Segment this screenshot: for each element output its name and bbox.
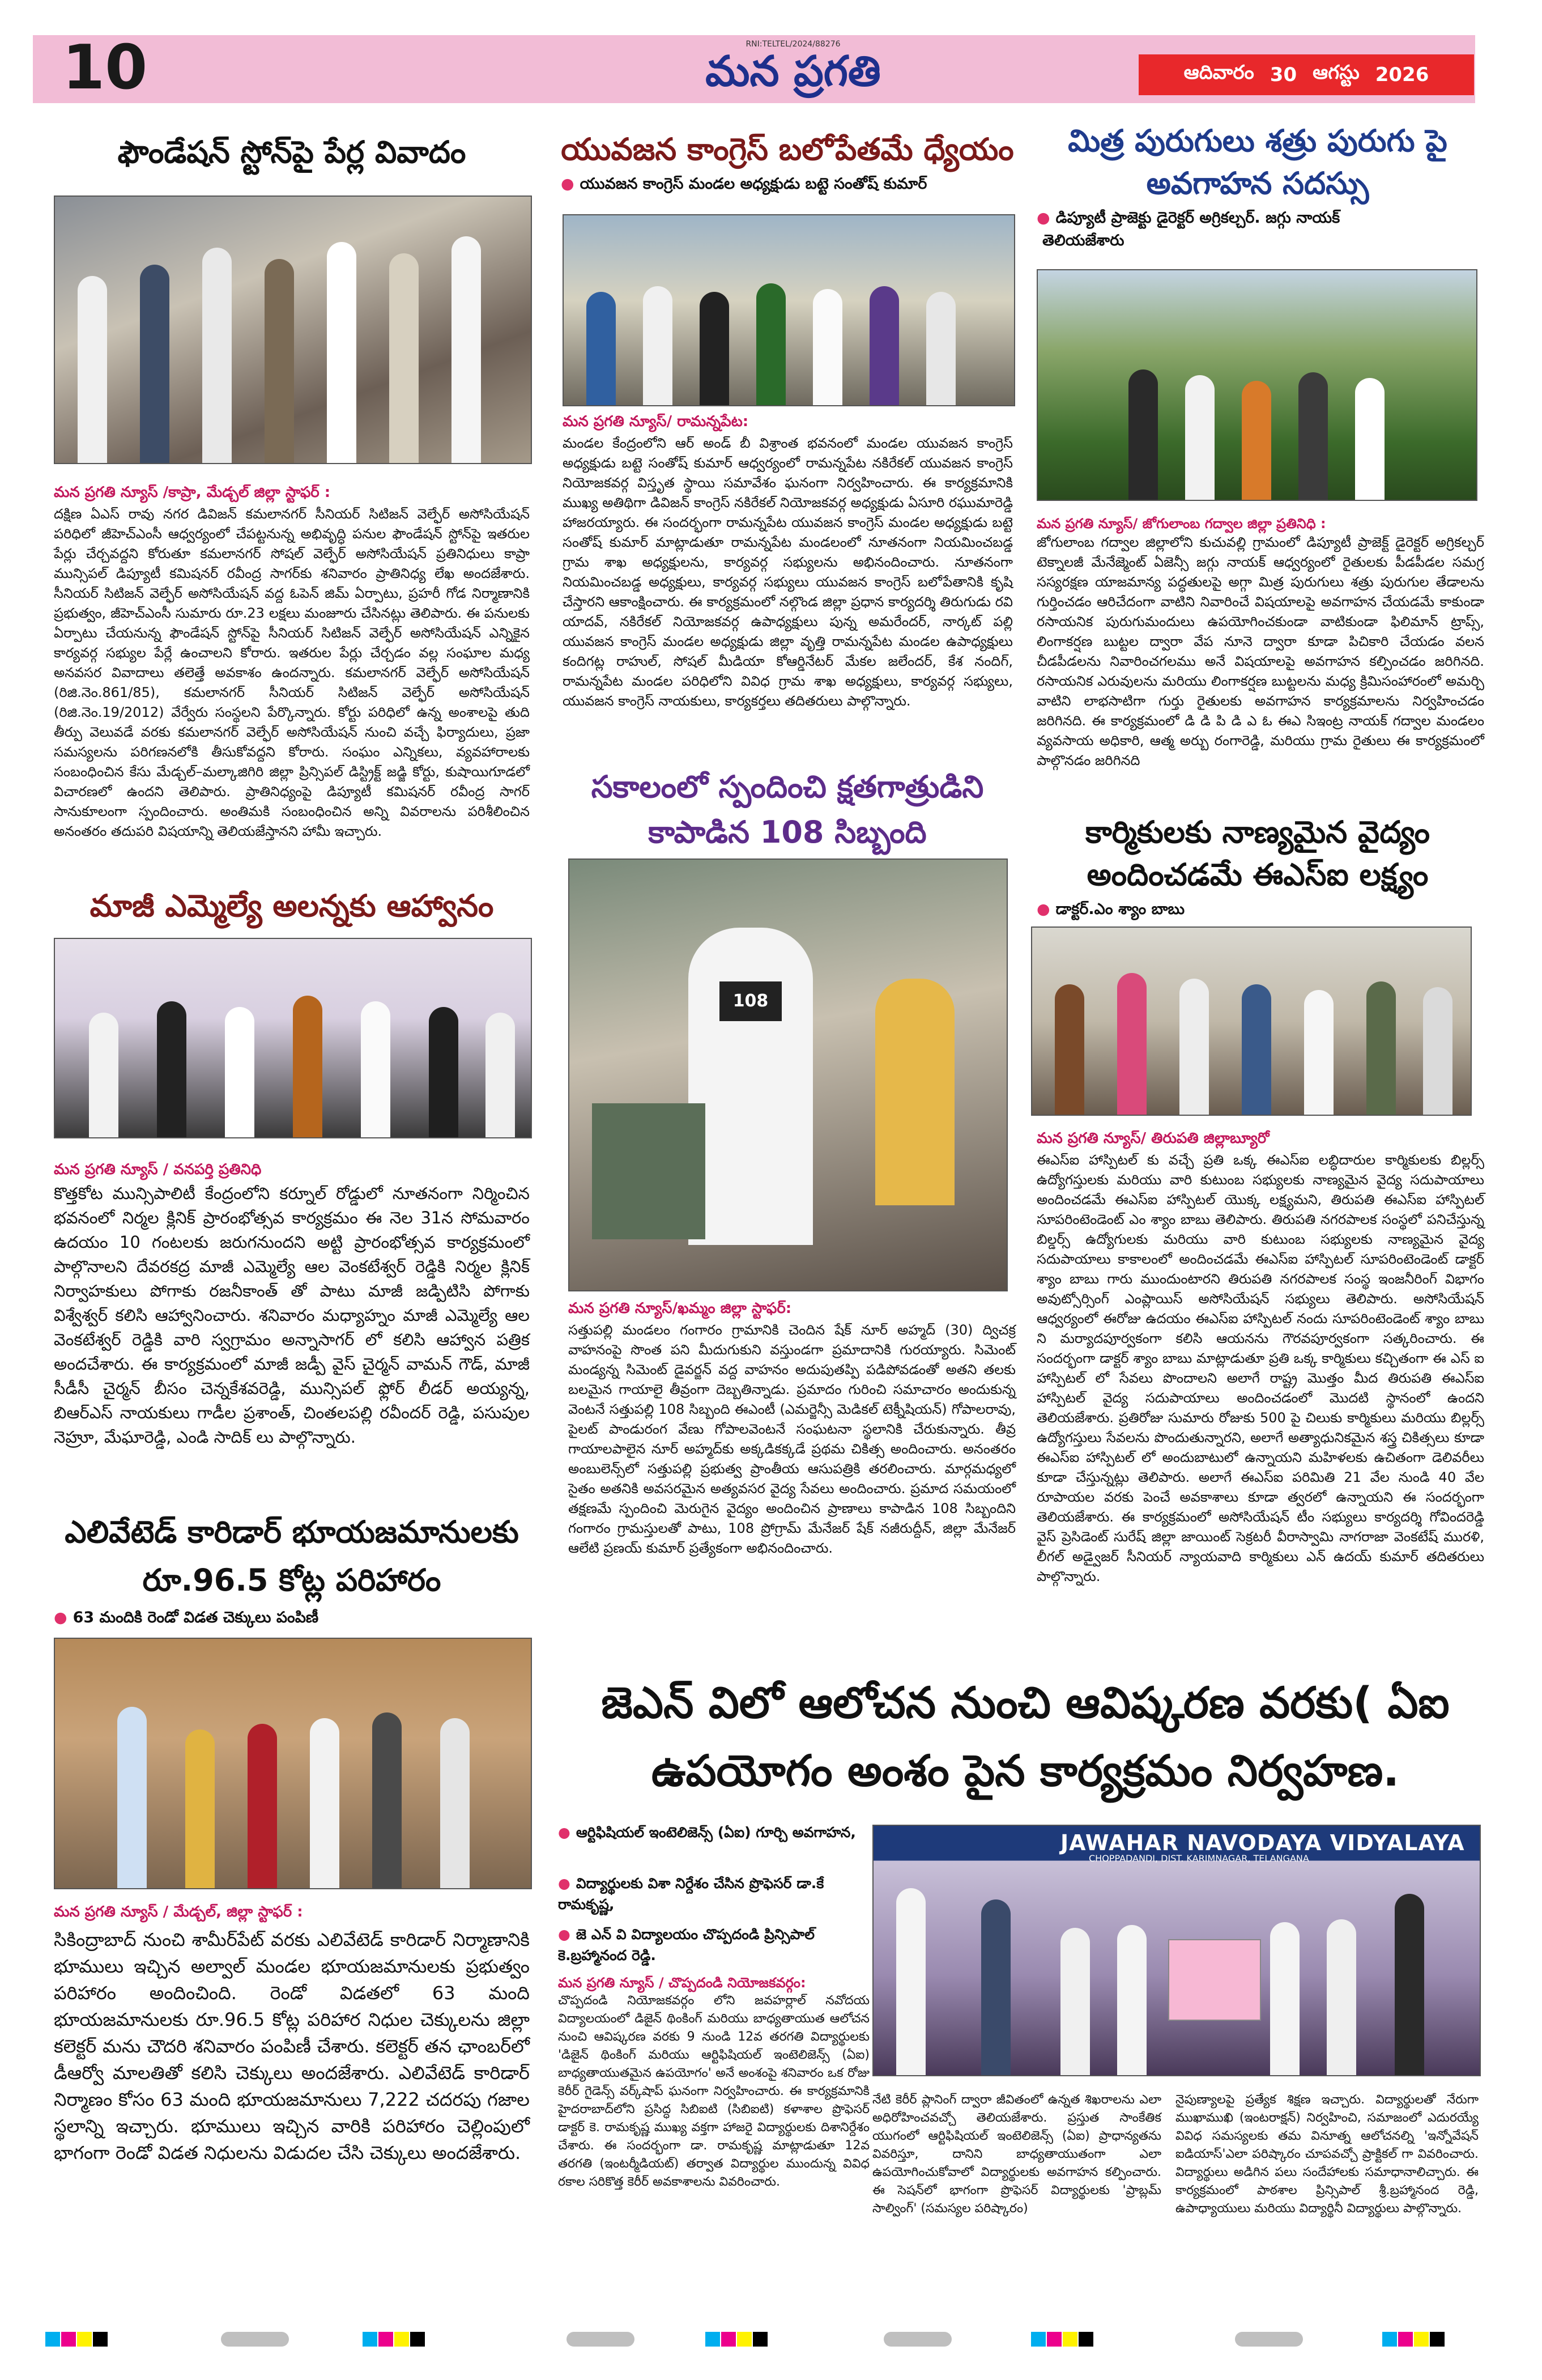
article3-headline-line2: రూ.96.5 కోట్ల పరిహారం bbox=[142, 1562, 441, 1598]
stretcher-figure bbox=[592, 1103, 705, 1239]
article5-headline-line2: కాపాడిన 108 సిబ్బంది bbox=[648, 814, 927, 850]
article4-headline: యువజన కాంగ్రెస్ బలోపేతమే ధ్యేయం bbox=[561, 131, 1014, 167]
article1-dateline: మన ప్రగతి న్యూస్ /కాప్రా, మేడ్చల్ జిల్లా స్టాఫర్ : bbox=[54, 484, 331, 501]
article7-body: ఈఎస్ఐ హాస్పిటల్ కు వచ్చే ప్రతి ఒక్క ఈఎస్ఐ లబ్ధిదారుల కార్మికులకు బిల్లర్స్ ఉద్యోగస్తులకు మరియు వారి కుటుంబ సభ్యులకు నాణ్యమైన వైద్య సదుపాయాలు అందించడమే ఈఎస్ఐ హాస్పిటల్ యొక్క లక్ష్యమని, తిరుపతి ఈఎస్ఐ హాస్పిటల్ సూపరింటెండెంట్ ఎం శ్యాం బాబు తెలిపారు. తిరుపతి నగరపాలక సంస్థలో పనిచేస్తున్న బిల్డర్స్ ఉద్యోగులకు మరియు వారి కుటుంబ సభ్యులకు నాణ్యమైన వైద్య సదుపాయాలు కాకాలంలో అందించడమే ఈఎస్ఐ హాస్పిటల్ సూపరింటెండెంట్ డాక్టర్ శ్యాం బాబు గారు ముందుంటారని తిరుపతి నగరపాలక సంస్థ ఇంజనీరింగ్ విభాగం అవుట్సోర్సింగ్ ఎంప్లాయిస్ అసోసియేషన్ సభ్యులు తెలిపారు. అసోసియేషన్ ఆధ్వర్యంలో ఈరోజు ఉదయం ఈఎస్ఐ హాస్పిటల్ నందు సూపరింటెండెంట్ శ్యాం బాబు ని మర్యాదపూర్వకంగా కలిసి ఆయనను గౌరవపూర్వకంగా సత్కరించారు. ఈ సందర్భంగా డాక్టర్ శ్యాం బాబు మాట్లాడుతూ ప్రతి ఒక్క కార్మికులు కచ్చితంగా ఈ ఎస్ ఐ హాస్పిటల్ లో సేవలు పొందాలని అలాగే రాష్ట్ర మొత్తం మీద తిరుపతి ఈఎస్ఐ హాస్పిటల్ వైద్య సదుపాయాలు అందించడంలో మొదటి స్థానంలో ఉందని తెలియజేశారు. ప్రతిరోజు సుమారు రోజుకు 500 పై చిలుకు కార్మికులు మరియు బిల్లర్స్ ఉద్యోగస్తులు సేవలను పొందుతున్నారని, అలాగే అత్యాధునికమైన శస్త్ర చికిత్సలు కూడా ఈఎస్ఐ హాస్పిటల్ లో అందుబాటులో ఉన్నాయని మహిళలకు ఉచితంగా డెలివరీలు కూడా చేస్తున్నట్లు తెలిపారు. అలాగే ఈఎస్ఐ పరిమితి 21 వేల నుండి 40 వేల రూపాయల వరకు పెంచే అవకాశాలు కూడా త్వరలో ఉన్నాయని ఈ సందర్భంగా తెలియజేశారు. ఈ కార్యక్రమంలో అసోసియేషన్ టీం సభ్యులు కార్యదర్శి గోవిందరెడ్డి వైస్ ప్రెసిడెంట్ సురేష్ జిల్లా జాయింట్ సెక్రటరీ వీరాస్వామి నాగరాజా వెంకటేష్ మురళి, లీగల్ అడ్వైజర్ సీనియర్ న్యాయవాది కార్మికులు ఎన్ ఉదయ్ కుమార్ తదితరులు పాల్గొన్నారు. bbox=[1037, 1152, 1484, 1584]
page-number: 10 bbox=[62, 32, 148, 103]
bullet-icon: ● bbox=[558, 1926, 570, 1943]
article5-body: సత్తుపల్లి మండలం గంగారం గ్రామానికి చెందిన షేక్ నూర్ అహ్మద్ (30) ద్విచక్ర వాహనంపై సొంత పని మీదుగుకుని వస్తుండగా ప్రమాదానికి గురయ్యారు. సిమెంట్ మండ్యన్న సిమెంట్ డైవర్జన్‌ వద్ద వాహనం అదుపుతప్పి పడిపోవడంతో అతని తలకు బలమైన గాయాలై తీవ్రంగా దెబ్బతిన్నాడు. ప్రమాదం గురించి సమాచారం అందుకున్న వెంటనే సత్తుపల్లి 108 సిబ్బంది ఈఎంటీ (ఎమర్జెన్సీ మెడికల్ టెక్నీషియన్) గోపాలరావు, పైలట్ పాండురంగ వేణు గోపాలవెంటనే సంఘటనా స్థలానికి చేరుకున్నారు. తీవ్ర గాయాలపాలైన నూర్ అహ్మద్‌కు అక్కడికక్కడే ప్రథమ చికిత్స అందించారు. అనంతరం అంబులెన్స్‌లో సత్తుపల్లి ప్రభుత్వ ప్రాంతీయ ఆసుపత్రికి తరలించారు. మార్గమధ్యలో సైతం అతనికి అవసరమైన అత్యవసర వైద్య సేవలు అందించారు. ప్రమాద సమయంలో తక్షణమే స్పందించి మెరుగైన వైద్యం అందించిన ప్రాణాలు కాపాడిన 108 సిబ్బందిని గంగారం గ్రామస్తులతో పాటు, 108 ప్రోగ్రామ్ మేనేజర్ షేక్ నజీరుద్దీన్, జిల్లా మేనేజర్ ఆలేటి ప్రణయ్ కుమార్ ప్రత్యేకంగా అభినందించారు. bbox=[568, 1322, 1016, 1556]
footer-color-bar-4 bbox=[1031, 2332, 1094, 2349]
bullet-icon: ● bbox=[561, 175, 574, 193]
article8-bullet-3 bbox=[558, 1924, 870, 1966]
date-day: ఆదివారం bbox=[1183, 61, 1254, 84]
footer-color-bar-1 bbox=[45, 2332, 109, 2349]
article7-photo bbox=[1031, 926, 1472, 1116]
footer-color-bar-2 bbox=[363, 2332, 426, 2349]
article3-photo bbox=[54, 1638, 532, 1889]
article5-dateline: మన ప్రగతి న్యూస్/ఖమ్మం జిల్లా స్టాఫర్: bbox=[568, 1300, 792, 1317]
paramedic-figure bbox=[688, 928, 813, 1245]
footer-gray-mark-2 bbox=[566, 2332, 634, 2349]
article4-body: మండల కేంద్రంలోని ఆర్ అండ్ బీ విశ్రాంత భవనంలో మండల యువజన కాంగ్రెస్ అధ్యక్షుడు బట్టె సంతోష్ కుమార్ ఆధ్వర్యంలో రామన్నపేట నకిరేకల్ యువజన కాంగ్రెస్ నియోజకవర్గ విస్తృత స్థాయి సమావేశం ఘనంగా నిర్వహించారు. ఈ కార్యక్రమానికి ముఖ్య అతిథిగా డివిజన్ కాంగ్రెస్ నకిరేకల్ నియోజకవర్గ అధ్యక్షుడు ఏసూరి రఘుమారెడ్డి హాజరయ్యారు. ఈ సందర్భంగా రామన్నపేట యువజన కాంగ్రెస్ మండల అధ్యక్షుడు బట్టె సంతోష్ కుమార్ మాట్లాడుతూ రామన్నపేట మండలంలో నూతనంగా నియమించబడ్డ గ్రామ శాఖ అధ్యక్షులను, కార్యవర్గ సభ్యులను అభినందించారు. నూతనంగా నియమించబడ్డ అధ్యక్షులు, కార్యవర్గ సభ్యులు యువజన కాంగ్రెస్ బలోపేతానికి కృషి చేస్తారని ఆకాంక్షించారు. ఈ కార్యక్రమంలో నల్గొండ జిల్లా ప్రధాన కార్యదర్శి తిరుగుడు రవి యాదవ్, నకిరేకల్ నియోజకవర్గ ఉపాధ్యక్షులు పున్న అమరేందర్, నార్కట్ పల్లి యువజన కాంగ్రెస్ మండల అధ్యక్షుడు జిల్లా వృత్తి రామన్నపేట మండల ఉపాధ్యక్షులు కందిగట్ల రాహుల్, సోషల్ మీడియా కోఆర్డినేటర్ మేకల జలేందర్, కేశ నందిగ్, రామన్నపేట మండల పరిధిలోని వివిధ గ్రామ శాఖ అధ్యక్షులు, కార్యవర్గ సభ్యులు, యువజన కాంగ్రెస్ నాయకులు, కార్యకర్తలు తదితరులు పాల్గొన్నారు. bbox=[563, 435, 1013, 709]
article6-sub-line1: డిప్యూటీ ప్రాజెక్టు డైరెక్టర్ అగ్రికల్చర్. జగ్గు నాయక్ bbox=[1055, 209, 1340, 227]
footer-gray-mark-4 bbox=[1235, 2332, 1303, 2349]
footer-color-bar-3 bbox=[705, 2332, 769, 2349]
article6-photo bbox=[1037, 269, 1477, 501]
article6-dateline: మన ప్రగతి న్యూస్/ జోగులాంబ గద్వాల జిల్లా ప్రతినిధి : bbox=[1037, 516, 1326, 532]
article6-headline-line1: మిత్ర పురుగులు శత్రు పురుగు పై bbox=[1068, 123, 1447, 159]
article3-sub-text: 63 మందికి రెండో విడత చెక్కులు పంపిణీ bbox=[73, 1609, 319, 1626]
article8-bullet-3-text: జె ఎన్ వి విద్యాలయం చొప్పదండి ప్రిన్సిపాల్ కె.బ్రహ్మానంద రెడ్డి. bbox=[558, 1926, 815, 1964]
article2-body: కొత్తకోట మున్సిపాలిటీ కేంద్రంలోని కర్నూల్ రోడ్డులో నూతనంగా నిర్మించిన భవనంలో నిర్మల క్లినిక్ ప్రారంభోత్సవ కార్యక్రమం ఈ నెల 31న సోమవారం ఉదయం 10 గంటలకు జరుగనుందని అట్టి ప్రారంభోత్సవ కార్యక్రమంలో పాల్గొనాలని దేవరకద్ర మాజీ ఎమ్మెల్యే ఆల వెంకటేశ్వర్ రెడ్డికి నిర్మల క్లినిక్ నిర్వాహకులు పోగాకు రజనీకాంత్ తో పాటు మాజీ జడ్పిటిసి పోగాకు విశ్వేశ్వర్ కలిసి ఆహ్వానించారు. శనివారం మధ్యాహ్నం మాజీ ఎమ్మెల్యే ఆల వెంకటేశ్వర్ రెడ్డికి వారి స్వగ్రామం అన్నాసాగర్ లో కలిసి ఆహ్వాన పత్రిక అందచేశారు. ఈ కార్యక్రమంలో మాజీ జడ్పీ వైస్ చైర్మన్ వామన్ గౌడ్, మాజీ సీడీసీ చైర్మన్ బీసం చెన్నకేశవరెడ్డి, మున్సిపల్ ఫ్లోర్ లీడర్ అయ్యన్న, బిఆర్ఎస్ నాయకులు గాడీల ప్రశాంత్, చింతలపల్లి రవీందర్ రెడ్డి, పసుపుల నెహ్రూ, మేఘారెడ్డి, ఎండి సాదిక్ లు పాల్గొన్నారు. bbox=[54, 1184, 530, 1447]
logo-registration: RNI:TELTEL/2024/88276 bbox=[746, 40, 841, 49]
footer-gray-mark-1 bbox=[221, 2332, 289, 2349]
date-month: ఆగస్టు bbox=[1313, 61, 1360, 84]
article8-headline-line1: జెఎన్ విలో ఆలోచన నుంచి ఆవిష్కరణ వరకు( ఏఐ bbox=[601, 1677, 1450, 1728]
article8-bullet-1-text: ఆర్టిఫిషియల్ ఇంటెలిజెన్స్ (ఏఐ) గూర్చి అవగాహన, bbox=[576, 1824, 856, 1841]
date-num: 30 bbox=[1270, 63, 1297, 86]
footer-gray-mark-3 bbox=[884, 2332, 952, 2349]
article4-subheading bbox=[561, 173, 1020, 196]
article2-headline: మాజీ ఎమ్మెల్యే అలన్నకు ఆహ్వానం bbox=[90, 888, 494, 924]
article1-body: దక్షిణ ఏఎస్ రావు నగర డివిజన్ కమలానగర్ సీనియర్ సిటిజన్ వెల్ఫేర్ అసోసియేషన్ పరిధిలో జీహెచ్‌ఎంసీ ఆధ్వర్యంలో చేపట్టనున్న అభివృద్ధి పనుల ఫౌండేషన్ స్టోన్‌పై ఇతరుల పేర్లు చేర్చవద్దని కోరుతూ కమలానగర్ సోషల్ వెల్ఫేర్ అసోసియేషన్ ప్రతినిధులు కాప్రా మున్సిపల్ డిప్యూటీ కమిషనర్ రవీంద్ర సాగర్‌కు శనివారం ప్రాతినిధ్య లేఖ అందజేశారు. సీనియర్ సిటిజన్ వెల్ఫేర్ అసోసియేషన్ వద్ద ఓపెన్ జిమ్ ఏర్పాటు, ప్రహరీ గోడ నిర్మాణానికి ప్రభుత్వం, జీహెచ్‌ఎంసీ సుమారు రూ.23 లక్షలు మంజూరు చేసినట్లు తెలిపారు. ఈ పనులకు ఏర్పాటు చేయనున్న ఫౌండేషన్ స్టోన్‌పై సీనియర్ సిటిజన్ వెల్ఫేర్ అసోసియేషన్ ఎన్నికైన కార్యవర్గ సభ్యుల పేర్లే ఉంచాలని కోరారు. ఇతరుల పేర్లు చేర్చడం వల్ల సంఘాల మధ్య అనవసర వివాదాలు తలెత్తే అవకాశం ఉందన్నారు. కమలానగర్ వెల్ఫేర్ అసోసియేషన్ (రిజి.నెం.861/85), కమలానగర్ సీనియర్ సిటిజన్ వెల్ఫేర్ అసోసియేషన్ (రిజి.నెం.19/2012) వేర్వేరు సంస్థలని పేర్కొన్నారు. కోర్టు పరిధిలో ఉన్న అంశాలపై తుది తీర్పు వెలువడే వరకు కమలానగర్ వెల్ఫేర్ అసోసియేషన్ నుంచి వచ్చే ఫిర్యాదులు, ప్రజా సమస్యలను పరిగణనలోకి తీసుకోవద్దని కోరారు. సంఘం ఎన్నికలు, వ్యవహారాలకు సంబంధించిన కేసు మేడ్చల్–మల్కాజిగిరి జిల్లా ప్రిన్సిపల్ డిస్ట్రిక్ట్ జడ్జి కోర్టు, కుషాయిగూడలో విచారణలో ఉందని తెలిపారు. ప్రాతినిధ్యంపై డిప్యూటీ కమిషనర్ రవీంద్ర సాగర్ సానుకూలంగా స్పందించారు. అంతిమకి సంబంధించిన అన్ని వివరాలను పరిశీలించిన అనంతరం తదుపరి విషయాన్ని తెలియజేస్తానని హామీ ఇచ్చారు. bbox=[54, 506, 530, 839]
newspaper-logo bbox=[691, 40, 895, 108]
article8-bullet-1 bbox=[558, 1822, 870, 1843]
article8-headline-line2: ఉపయోగం అంశం పైన కార్యక్రమం నిర్వహణ. bbox=[651, 1745, 1400, 1796]
photo-school-banner-sub: CHOPPADANDI, DIST. KARIMNAGAR, TELANGANA bbox=[1089, 1853, 1309, 1864]
article6-sub-line2: తెలియజేశారు bbox=[1042, 232, 1124, 249]
article5-photo bbox=[568, 858, 1008, 1291]
article3-dateline: మన ప్రగతి న్యూస్ / మేడ్చల్, జిల్లా స్టాఫర్ : bbox=[54, 1903, 303, 1920]
attendant-figure bbox=[875, 979, 955, 1205]
bullet-icon: ● bbox=[1037, 209, 1050, 227]
bullet-icon: ● bbox=[558, 1824, 570, 1841]
article8-photo bbox=[872, 1825, 1481, 2076]
bullet-icon: ● bbox=[54, 1609, 67, 1626]
article1-photo bbox=[54, 196, 532, 464]
article4-photo bbox=[563, 214, 1015, 406]
date-year: 2026 bbox=[1375, 63, 1429, 86]
article7-headline-line1: కార్మికులకు నాణ్యమైన వైద్యం bbox=[1085, 814, 1430, 850]
photo-chart-paper bbox=[1168, 1939, 1261, 2021]
article8-body-col1 bbox=[558, 2102, 853, 2289]
article1-headline: ఫౌండేషన్ స్టోన్‌పై పేర్ల వివాదం bbox=[117, 134, 466, 170]
footer-color-bar-5 bbox=[1382, 2332, 1446, 2349]
article6-body: జోగులాంబ గద్వాల జిల్లాలోని కుచువల్లి గ్రామంలో డిప్యూటీ ప్రాజెక్ట్ డైరెక్టర్ అగ్రికల్చర్ టెక్నాలజీ మేనేజ్మెంట్ ఏజెన్సీ జగ్గు నాయక్ ఆధ్వర్యంలో రైతులకు పీడపీడల సమగ్ర సస్యరక్షణ యాజమాన్య పద్ధతులపై అగ్గా మిత్ర పురుగులు శత్రు పురుగుల తేడాలను గుర్తించడం ఆరిచేదంగా వాటిని నివారించే విషయాలపై అవగాహన చేయడమే కాకుండా రసాయనిక పురుగుమందులు ఉపయోగించకుండా వాటికుండా ఫిలిమాన్ ట్రాప్స్, లింగాకర్షణ బుట్టల ద్వారా వేప నూనె ద్వారా కూడా పిచికారి చేయడం వలన చీడపీడలను నివారించగలము అనే విషయాలపై అవగాహన కల్పించడం జరిగినది. రసాయనిక ఎరువులను మరియు లింగాకర్షణ బుట్టలను మధ్య క్రిమిసంహారంలో అమర్చి వాటిని లాభసాటిగా గుర్తు రైతులకు అవగాహన కార్యక్రమాలను నిర్వహించడం జరిగినది. ఈ కార్యక్రమంలో డి డి పి డి ఎ ఓ ఈఎ సిఇంట్ర నాయక్ గద్వాల మండలం వ్యవసాయ అధికారి, ఆత్మ అర్బు రంగారెడ్డి, మరియు గ్రామ రైతులు ఈ కార్యక్రమంలో పాల్గొనడం జరిగినది bbox=[1037, 534, 1484, 768]
article7-sub-text: డాక్టర్.ఎం శ్యాం బాబు bbox=[1055, 900, 1185, 918]
article5-headline-line1: సకాలంలో స్పందించి క్షతగాత్రుడిని bbox=[591, 769, 984, 805]
logo-text: మన ప్రగతి bbox=[705, 47, 881, 96]
article4-sub-text: యువజన కాంగ్రెస్ మండల అధ్యక్షుడు బట్టె సంతోష్ కుమార్ bbox=[580, 175, 927, 193]
badge-108-icon: 108 bbox=[719, 981, 782, 1021]
article7-headline-line2: అందించడమే ఈఎస్ఐ లక్ష్యం bbox=[1087, 857, 1429, 892]
article8-bullet-2 bbox=[558, 1873, 870, 1915]
bullet-icon: ● bbox=[558, 1875, 570, 1892]
article7-dateline: మన ప్రగతి న్యూస్/ తిరుపతి జిల్లాబ్యూరో bbox=[1037, 1130, 1270, 1147]
article7-subheading bbox=[1037, 898, 1479, 921]
article8-body-col3: నైపుణ్యాలపై ప్రత్యేక శిక్షణ ఇచ్చారు. విద్యార్థులతో నేరుగా ముఖాముఖి (ఇంటరాక్షన్) నిర్వహించి, సమాజంలో ఎదురయ్యే వివిధ సమస్యలకు తమ వినూత్న ఆలోచనల్ని 'ఇన్నోవేషన్ ఐడియాస్'ఎలా పరిష్కారం చూపవచ్చో ప్రాక్టికల్ గా వివరించారు. విద్యార్థులు అడిగిన పలు సందేహాలకు సమాధానాలిచ్చారు. ఈ కార్యక్రమంలో పాఠశాల ప్రిన్సిపాల్ శ్రీ.బ్రహ్మానంద రెడ్డి, ఉపాధ్యాయులు మరియు విద్యార్థినీ విద్యార్థులు పాల్గొన్నారు. bbox=[1175, 2093, 1479, 2216]
article2-dateline: మన ప్రగతి న్యూస్ / వనపర్తి ప్రతినిధి bbox=[54, 1161, 262, 1178]
article6-headline-line2: అవగాహన సదస్సు bbox=[1146, 165, 1369, 201]
article2-photo bbox=[54, 938, 532, 1138]
article6-subheading bbox=[1037, 207, 1479, 230]
article3-subheading bbox=[54, 1606, 530, 1629]
article3-body: సికింద్రాబాద్ నుంచి శామీర్‌పేట్ వరకు ఎలివేటెడ్ కారిడార్ నిర్మాణానికి భూములు ఇచ్చిన అల్వాల్ మండల భూయజమానులకు ప్రభుత్వం పరిహారం అందించింది. రెండో విడతలో 63 మంది భూయజమానులకు రూ.96.5 కోట్ల పరిహార నిధుల చెక్కులను జిల్లా కలెక్టర్ మను చౌదరి శనివారం పంపిణీ చేశారు. కలెక్టర్ తన ఛాంబర్‌లో డీఆర్వో మాలతితో కలిసి చెక్కులు అందజేశారు. ఎలివేటెడ్ కారిడార్ నిర్మాణం కోసం 63 మంది భూయజమానులు 7,222 చదరపు గజాల స్థలాన్ని ఇచ్చారు. భూములు ఇచ్చిన వారికి పరిహారం చెల్లింపులో భాగంగా రెండో విడత నిధులను విడుదల చేసి చెక్కులు అందజేశారు. bbox=[54, 1929, 530, 2164]
article8-body-col2: నేటి కెరీర్ ప్లానింగ్ ద్వారా జీవితంలో ఉన్నత శిఖరాలను ఎలా అధిరోహించవచ్చో తెలియజేశారు. ప్రస్తుత సాంకేతిక యుగంలో ఆర్టిఫిషియల్ ఇంటెలిజెన్స్ (ఏఐ) ప్రాధాన్యతను వివరిస్తూ, దానిని బాధ్యతాయుతంగా ఎలా ఉపయోగించుకోవాలో విద్యార్థులకు అవగాహన కల్పించారు. ఈ సెషన్‌లో భాగంగా ప్రొఫెసర్ విద్యార్థులకు 'ప్రాబ్లమ్ సాల్వింగ్' (సమస్యల పరిష్కారం) bbox=[872, 2093, 1161, 2216]
bullet-icon: ● bbox=[1037, 900, 1050, 918]
article8-dateline: మన ప్రగతి న్యూస్ / చొప్పదండి నియోజకవర్గం: bbox=[558, 1975, 806, 1991]
article4-dateline: మన ప్రగతి న్యూస్/ రామన్నపేట: bbox=[563, 413, 749, 430]
article8-bullet-2-text: విద్యార్థులకు విశా నిర్దేశం చేసిన ప్రొఫెసర్ డా.కే రామకృష్ణ, bbox=[558, 1875, 824, 1912]
date-box bbox=[1139, 54, 1474, 95]
article3-headline-line1: ఎలివేటెడ్ కారిడార్ భూయజమానులకు bbox=[65, 1514, 519, 1550]
photo-school-banner: JAWAHAR NAVODAYA VIDYALAYA bbox=[1060, 1830, 1465, 1855]
article8-intro: చొప్పదండి నియోజకవర్గం లోని జవహర్లాల్ నవోదయ విద్యాలయంలో డిజైన్ థింకింగ్ మరియు బాధ్యతాయుత ఆలోచన నుంచి ఆవిష్కరణ వరకు 9 నుండి 12వ తరగతి విద్యార్థులకు 'డిజైన్ థింకింగ్ మరియు ఆర్టిఫిషియల్ ఇంటెలిజెన్స్ (ఏఐ) బాధ్యతాయుతమైన ఉపయోగం' అనే అంశంపై శనివారం ఒక రోజు కెరీర్ గైడెన్స్ వర్క్‌షాప్ ఘనంగా నిర్వహించారు. ఈ కార్యక్రమానికి హైదరాబాద్‌లోని ప్రసిద్ధ సిబిఐటి (సిబిఐటి) కళాశాల ప్రొఫెసర్ డాక్టర్ కె. రామకృష్ణ ముఖ్య వక్తగా హాజరై విద్యార్థులకు దిశానిర్దేశం చేశారు. ఈ సందర్భంగా డా. రామకృష్ణ మాట్లాడుతూ 12వ తరగతి (ఇంటర్మీడియట్) తర్వాత విద్యార్థుల ముందున్న వివిధ రకాల సరికొత్త కెరీర్ అవకాశాలను వివరించారు. bbox=[558, 1994, 870, 2189]
